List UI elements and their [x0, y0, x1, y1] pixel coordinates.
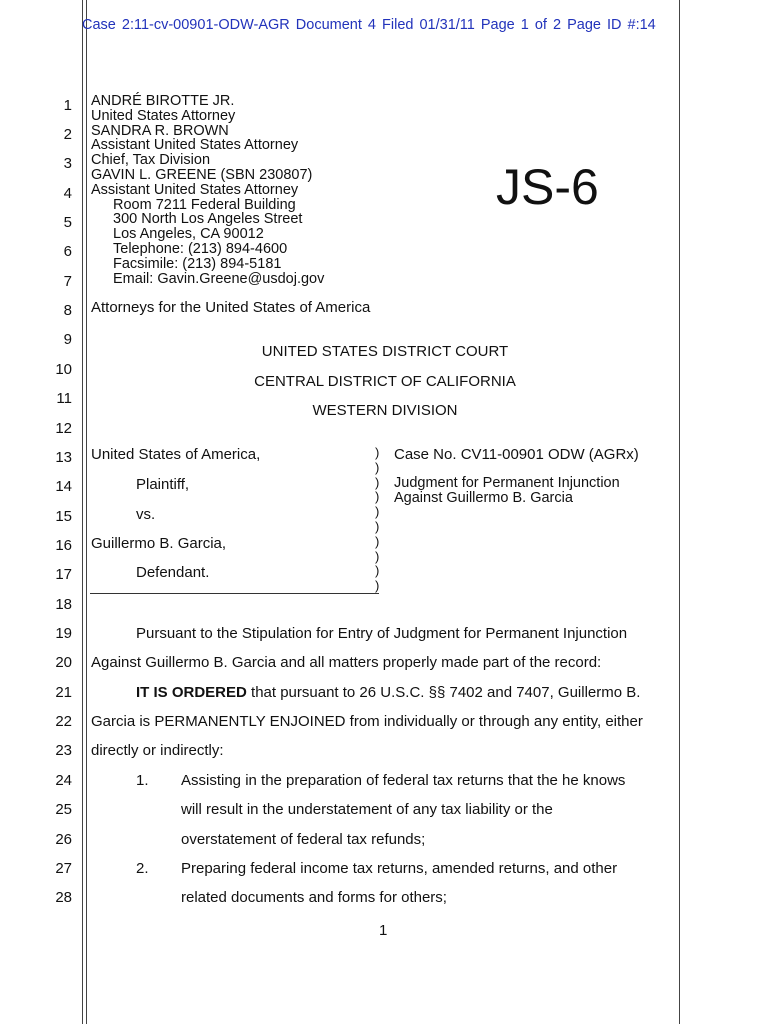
body-line: directly or indirectly:: [91, 742, 224, 759]
attorney-line: Los Angeles, CA 90012: [113, 226, 264, 243]
attorney-line: GAVIN L. GREENE (SBN 230807): [91, 166, 313, 183]
filing-header: [82, 17, 656, 33]
paren: ): [375, 459, 380, 475]
attorney-block: [91, 94, 324, 286]
caption-parentheses: [375, 446, 379, 594]
attorney-line: 300 North Los Angeles Street: [113, 211, 303, 228]
attorney-line: Facsimile: (213) 894-5181: [113, 255, 282, 272]
line-number: 17: [55, 566, 72, 583]
line-number: 2: [63, 126, 72, 143]
line-number: 26: [55, 831, 72, 848]
line-number: 4: [63, 185, 72, 202]
attorney-line: Email: Gavin.Greene@usdoj.gov: [113, 270, 325, 287]
left-margin-line-outer: [82, 0, 83, 1024]
line-number: 3: [63, 155, 72, 172]
paren: ): [375, 445, 380, 460]
list-item-line: Preparing federal income tax returns, amended returns, and other: [181, 860, 618, 877]
js6-stamp: JS-6: [496, 159, 599, 215]
it-is-ordered: IT IS ORDERED: [136, 684, 247, 701]
paren: ): [375, 533, 380, 549]
plaintiff-role: Plaintiff,: [136, 476, 190, 493]
ordered-line: [136, 684, 640, 701]
line-number: 28: [55, 889, 72, 906]
attorney-line: ANDRÉ BIROTTE JR.: [91, 93, 235, 109]
line-number: 11: [56, 390, 72, 407]
body-line: Pursuant to the Stipulation for Entry of Judgment for Permanent Injunction: [136, 625, 628, 642]
attorney-line: Room 7211 Federal Building: [113, 196, 296, 213]
line-number: 19: [55, 625, 72, 642]
plaintiff-name: United States of America,: [91, 446, 261, 463]
line-number: 22: [55, 713, 72, 730]
header-page: Page 1 of 2: [480, 17, 562, 33]
attorney-line: United States Attorney: [91, 107, 236, 124]
attorney-line: SANDRA R. BROWN: [91, 122, 229, 139]
case-number: Case No. CV11-00901 ODW (AGRx): [394, 446, 639, 463]
list-item-number: 1.: [136, 772, 149, 789]
list-item-line: overstatement of federal tax refunds;: [181, 831, 426, 848]
attorney-line: Assistant United States Attorney: [91, 137, 299, 154]
line-number: 25: [55, 801, 72, 818]
line-number: 9: [63, 331, 72, 348]
caption-rule: [90, 593, 379, 594]
line-number: 6: [63, 243, 72, 260]
court-district: CENTRAL DISTRICT OF CALIFORNIA: [254, 373, 516, 390]
line-number: 23: [55, 742, 72, 759]
line-number: 12: [55, 420, 72, 437]
attorneys-for: Attorneys for the United States of America: [91, 299, 371, 316]
line-number: 5: [63, 214, 72, 231]
line-number: 20: [55, 654, 72, 671]
paren: ): [375, 548, 380, 564]
list-item-line: will result in the understatement of any tax liability or the: [181, 801, 553, 818]
document-title-line: Against Guillermo B. Garcia: [394, 490, 573, 506]
header-case: Case 2:11-cv-00901-ODW-AGR: [82, 17, 290, 33]
line-number: 18: [55, 596, 72, 613]
line-number: 8: [63, 302, 72, 319]
right-margin-line: [679, 0, 680, 1024]
left-margin-line-inner: [86, 0, 87, 1024]
header-page-id: Page ID #:14: [567, 17, 656, 33]
paren: ): [375, 518, 380, 534]
paren: ): [375, 474, 380, 490]
line-number: 10: [55, 361, 72, 378]
list-item-line: related documents and forms for others;: [181, 889, 447, 906]
ordered-rest: that pursuant to 26 U.S.C. §§ 7402 and 7407, Guillermo B.: [246, 684, 641, 701]
list-item-number: 2.: [136, 860, 149, 877]
paren: ): [375, 563, 380, 579]
document-title: [394, 476, 620, 506]
line-number: 24: [55, 772, 72, 789]
line-number: 14: [55, 478, 72, 495]
line-number: 27: [55, 860, 72, 877]
document-title-line: Judgment for Permanent Injunction: [394, 475, 620, 491]
line-number: 13: [55, 449, 72, 466]
line-number: 21: [55, 684, 72, 701]
court-division: WESTERN DIVISION: [312, 402, 458, 419]
attorney-line: Chief, Tax Division: [91, 152, 211, 169]
paren: ): [375, 504, 380, 520]
line-number: 15: [55, 508, 72, 525]
page-number: 1: [379, 922, 388, 939]
paren: ): [375, 489, 380, 505]
court-name: UNITED STATES DISTRICT COURT: [261, 343, 509, 360]
versus: vs.: [136, 506, 156, 523]
body-line: Garcia is PERMANENTLY ENJOINED from individually or through any entity, either: [91, 713, 643, 730]
attorney-line: Assistant United States Attorney: [91, 181, 299, 198]
header-filed: Filed 01/31/11: [382, 17, 475, 33]
body-line: Against Guillermo B. Garcia and all matters properly made part of the record:: [91, 654, 602, 671]
line-number: 16: [55, 537, 72, 554]
header-document: Document 4: [295, 17, 376, 33]
line-number: 7: [63, 273, 72, 290]
list-item-line: Assisting in the preparation of federal tax returns that the he knows: [181, 772, 626, 789]
attorney-line: Telephone: (213) 894-4600: [113, 240, 288, 257]
defendant-name: Guillermo B. Garcia,: [91, 535, 227, 552]
paren: ): [375, 578, 380, 594]
line-number: 1: [63, 97, 72, 114]
defendant-role: Defendant.: [136, 564, 210, 581]
